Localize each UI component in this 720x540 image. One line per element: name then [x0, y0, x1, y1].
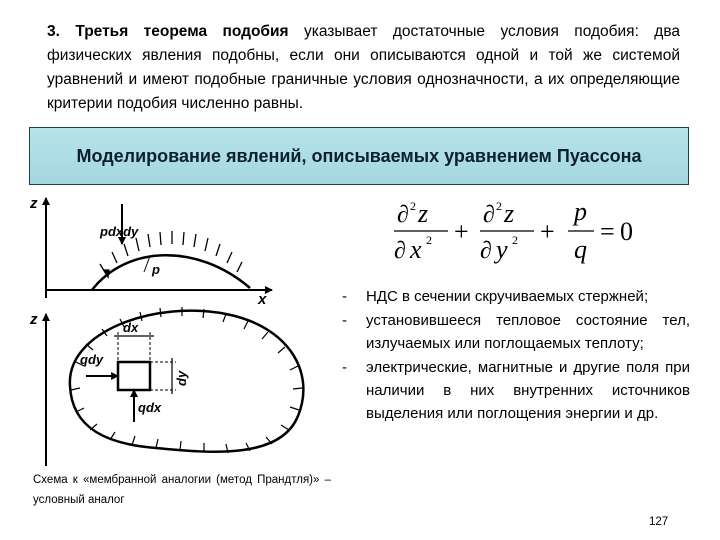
plus-sign-1: + — [454, 217, 469, 246]
theorem-title: 3. Третья теорема подобия — [47, 23, 289, 40]
dy-label: dy — [174, 370, 189, 386]
figure-caption: Схема к «мембранной аналогии (метод Прандтля)» – условный аналог — [33, 474, 331, 506]
list-item — [342, 309, 690, 355]
svg-text:2: 2 — [410, 199, 416, 213]
element-square — [118, 362, 150, 390]
upper-z-label: z — [30, 195, 38, 212]
term-d2z-dy2 — [480, 199, 534, 264]
svg-text:2: 2 — [426, 233, 432, 247]
list-item — [342, 356, 690, 425]
svg-text:y: y — [496, 235, 508, 264]
list-item-text: электрические, магнитные и другие поля при наличии в них внутренних источников выделения или поглощения энергии и др. — [366, 359, 690, 422]
svg-text:z: z — [418, 199, 429, 228]
qdx-label: qdx — [138, 400, 162, 415]
svg-text:∂: ∂ — [483, 202, 495, 228]
svg-text:p: p — [574, 197, 587, 226]
plus-sign-2: + — [540, 217, 555, 246]
lower-z-label: z — [30, 311, 38, 328]
svg-text:x: x — [410, 235, 422, 264]
list-item-text: НДС в сечении скручиваемых стержней; — [366, 288, 649, 305]
p-label: p — [152, 262, 160, 277]
theorem-text: указывает достаточные условия подобия: два физических явления подобны, если они описываются одной и той же системой уравнений и имеют подобные граничные условия однозначности, а их определяющие критерии подобия численно равны. — [47, 23, 680, 112]
dx-label: dx — [123, 320, 139, 335]
term-p-over-q — [568, 197, 594, 264]
svg-text:∂: ∂ — [394, 238, 406, 264]
application-list — [342, 285, 690, 426]
upper-x-label: x — [258, 291, 267, 308]
section-banner — [29, 127, 689, 185]
load-label: pdxdy — [100, 224, 139, 239]
banner-title: Моделирование явлений, описываемых уравнением Пуассона — [76, 145, 642, 166]
list-item — [342, 285, 690, 308]
membrane-analogy-diagram — [26, 186, 326, 468]
svg-text:q: q — [574, 235, 587, 264]
bullet-dash: - — [342, 288, 347, 305]
list-item-text: установившееся тепловое состояние тел, излучаемых или поглощаемых теплоту; — [366, 312, 690, 352]
term-d2z-dx2 — [394, 199, 448, 264]
svg-text:z: z — [504, 199, 515, 228]
svg-text:∂: ∂ — [397, 202, 409, 228]
zero-value: 0 — [620, 217, 633, 246]
intro-paragraph — [47, 20, 680, 116]
qdy-label: qdy — [80, 352, 104, 367]
equals-sign: = — [600, 217, 615, 246]
svg-text:∂: ∂ — [480, 238, 492, 264]
svg-text:2: 2 — [496, 199, 502, 213]
bullet-dash: - — [342, 359, 347, 376]
bullet-dash: - — [342, 312, 347, 329]
svg-text:2: 2 — [512, 233, 518, 247]
page-number: 127 — [649, 516, 669, 528]
poisson-equation — [380, 186, 640, 266]
